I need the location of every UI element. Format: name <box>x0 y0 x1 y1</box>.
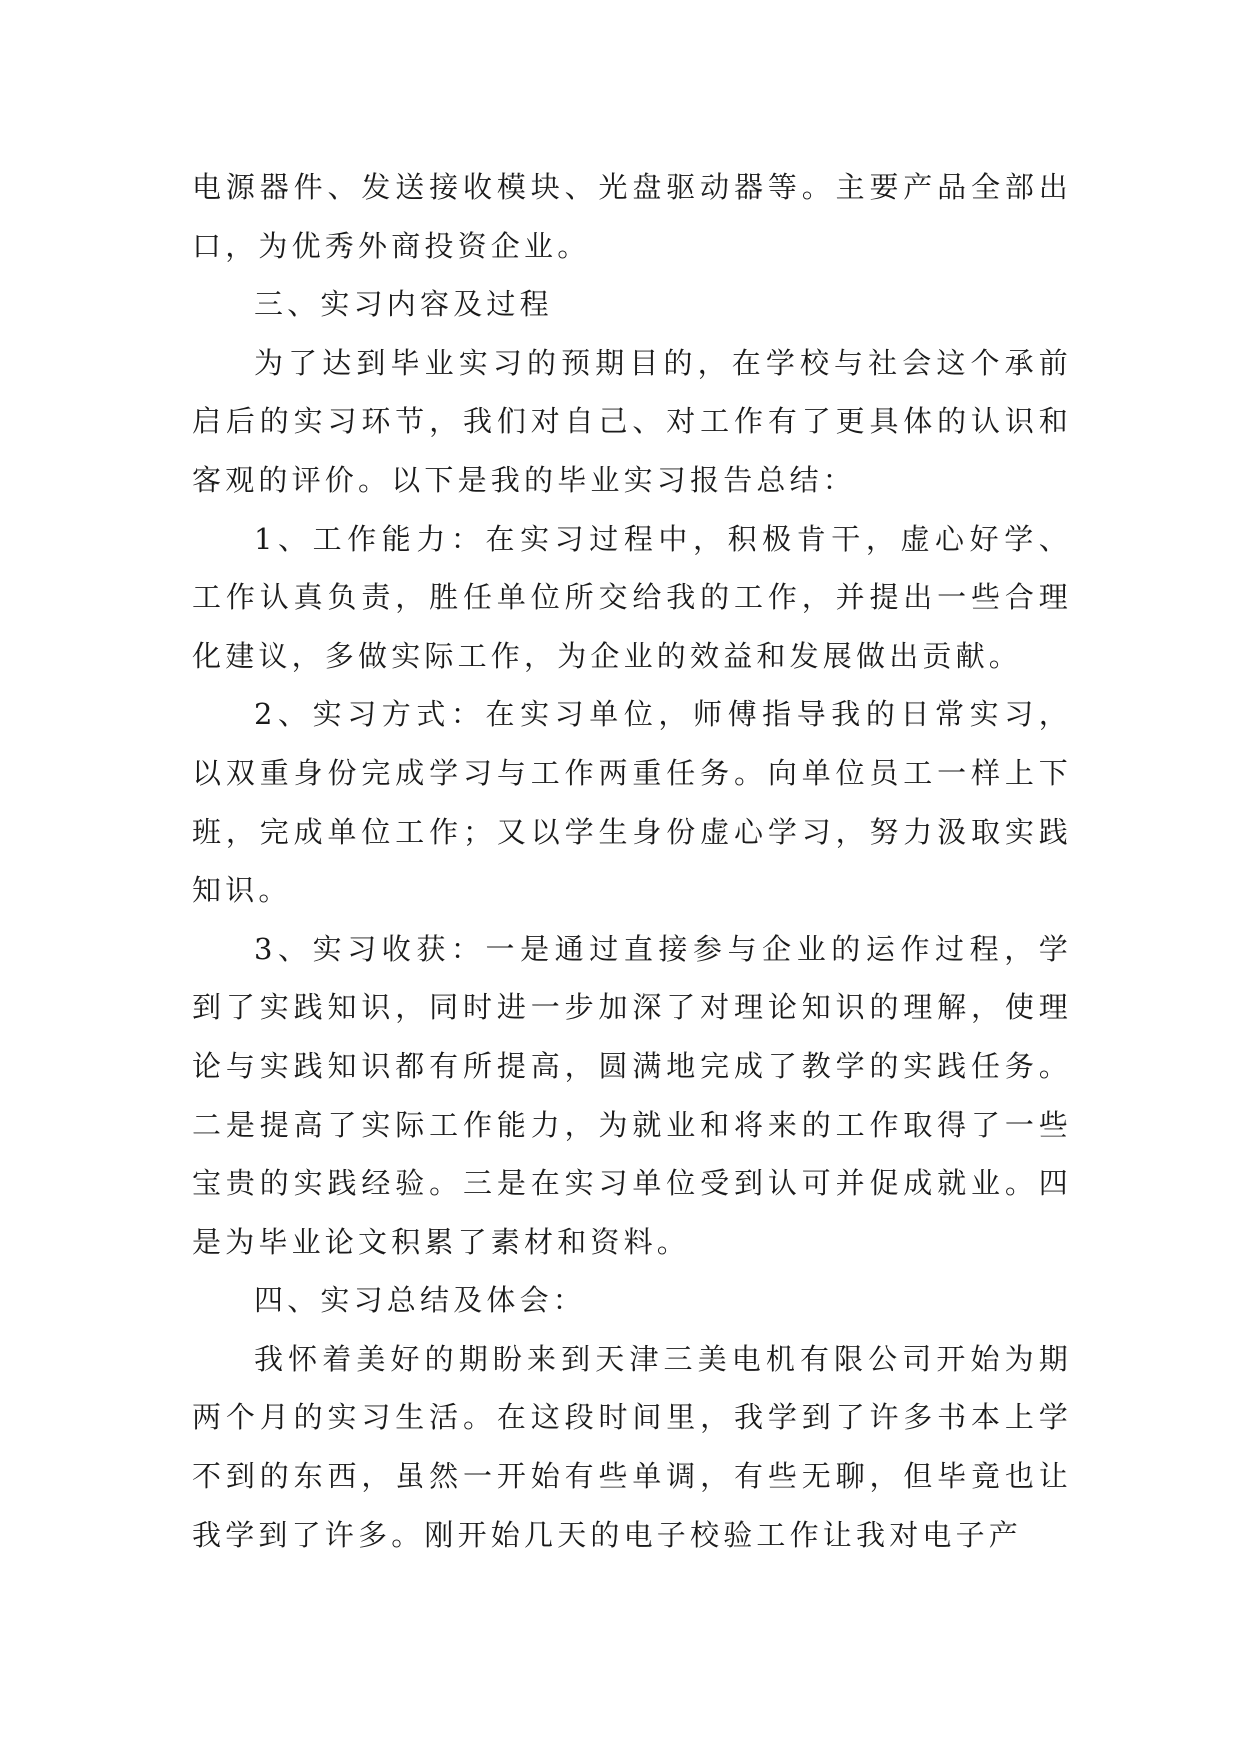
paragraph-company-products: 电源器件、发送接收模块、光盘驱动器等。主要产品全部出口，为优秀外商投资企业。 <box>192 170 1072 263</box>
paragraph-summary: 我怀着美好的期盼来到天津三美电机有限公司开始为期两个月的实习生活。在这段时间里，我学到了许多书本上学不到的东西，虽然一开始有些单调，有些无聊，但毕竟也让我学到了许多。刚开始几天的电子校验工作让我对电子产 <box>192 1341 1072 1552</box>
heading-internship-content: 三、实习内容及过程 <box>254 287 553 322</box>
paragraph-internship-gains: 3、实习收获：一是通过直接参与企业的运作过程，学到了实践知识，同时进一步加深了对理论知识的理解，使理论与实践知识都有所提高，圆满地完成了教学的实践任务。二是提高了实际工作能力，为就业和将来的工作取得了一些宝贵的实践经验。三是在实习单位受到认可并促成就业。四是为毕业论文积累了素材和资料。 <box>192 931 1072 1259</box>
heading-summary: 四、实习总结及体会： <box>254 1283 587 1318</box>
paragraph-work-ability: 1、工作能力：在实习过程中，积极肯干，虚心好学、工作认真负责，胜任单位所交给我的工作，并提出一些合理化建议，多做实际工作，为企业的效益和发展做出贡献。 <box>192 521 1072 673</box>
document-body <box>192 158 1072 1564</box>
paragraph-internship-method: 2、实习方式：在实习单位，师傅指导我的日常实习，以双重身份完成学习与工作两重任务。向单位员工一样上下班，完成单位工作；又以学生身份虚心学习，努力汲取实践知识。 <box>192 697 1072 908</box>
paragraph-internship-purpose: 为了达到毕业实习的预期目的，在学校与社会这个承前启后的实习环节，我们对自己、对工作有了更具体的认识和客观的评价。以下是我的毕业实习报告总结： <box>192 345 1072 497</box>
